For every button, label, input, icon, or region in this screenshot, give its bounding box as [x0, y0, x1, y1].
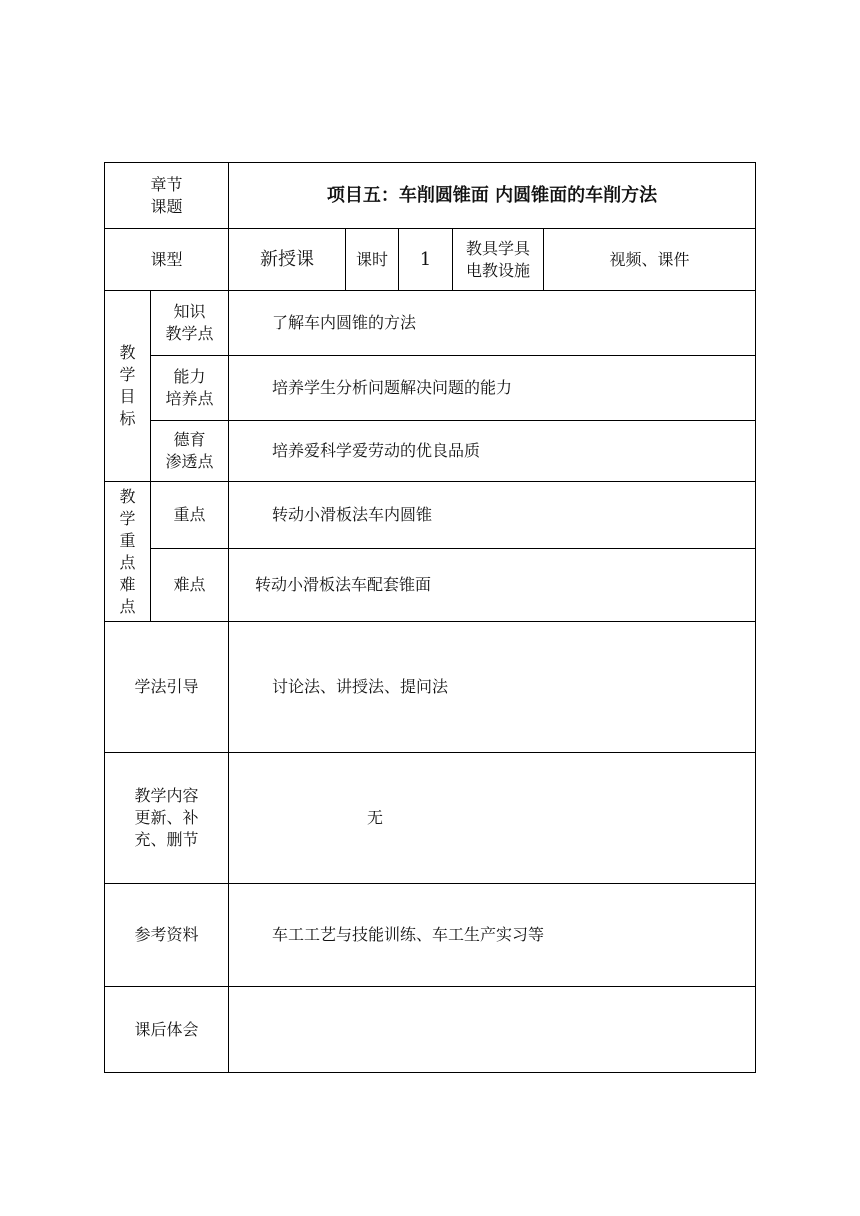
ability-value: 培养学生分析问题解决问题的能力 [272, 378, 513, 397]
reflection-label: 课后体会 [134, 1019, 199, 1039]
objectives-label: 教 学 目 标 [119, 343, 136, 428]
update-value: 无 [367, 808, 384, 827]
reflection-value [272, 987, 752, 1072]
ability-label: 能力 培养点 [165, 367, 214, 408]
chapter-label: 章节 课题 [150, 174, 183, 216]
lesson-type-value: 新授课 [260, 248, 314, 270]
class-hours-value: 1 [419, 248, 432, 270]
keypoints-label: 教 学 重 点 难 点 [119, 486, 136, 616]
equipment-label: 教具学具 电教设施 [465, 238, 530, 280]
equipment-value: 视频、课件 [609, 249, 690, 269]
class-hours-label: 课时 [355, 249, 388, 269]
method-label: 学法引导 [134, 677, 199, 696]
moral-label: 德育 渗透点 [165, 430, 214, 471]
reference-value: 车工工艺与技能训练、车工生产实习等 [272, 925, 545, 944]
reference-label: 参考资料 [134, 925, 199, 944]
method-value: 讨论法、讲授法、提问法 [272, 677, 449, 696]
key-label: 重点 [173, 505, 206, 524]
chapter-title: 项目五：车削圆锥面 内圆锥面的车削方法 [326, 184, 658, 206]
knowledge-label: 知识 教学点 [165, 302, 214, 343]
knowledge-value: 了解车内圆锥的方法 [272, 313, 417, 332]
key-value: 转动小滑板法车内圆锥 [272, 505, 433, 524]
moral-value: 培养爱科学爱劳动的优良品质 [272, 441, 481, 460]
difficult-label: 难点 [173, 575, 206, 594]
difficult-value: 转动小滑板法车配套锥面 [255, 575, 432, 594]
lesson-type-label: 课型 [150, 249, 183, 269]
update-label: 教学内容 更新、补 充、删节 [134, 786, 199, 849]
